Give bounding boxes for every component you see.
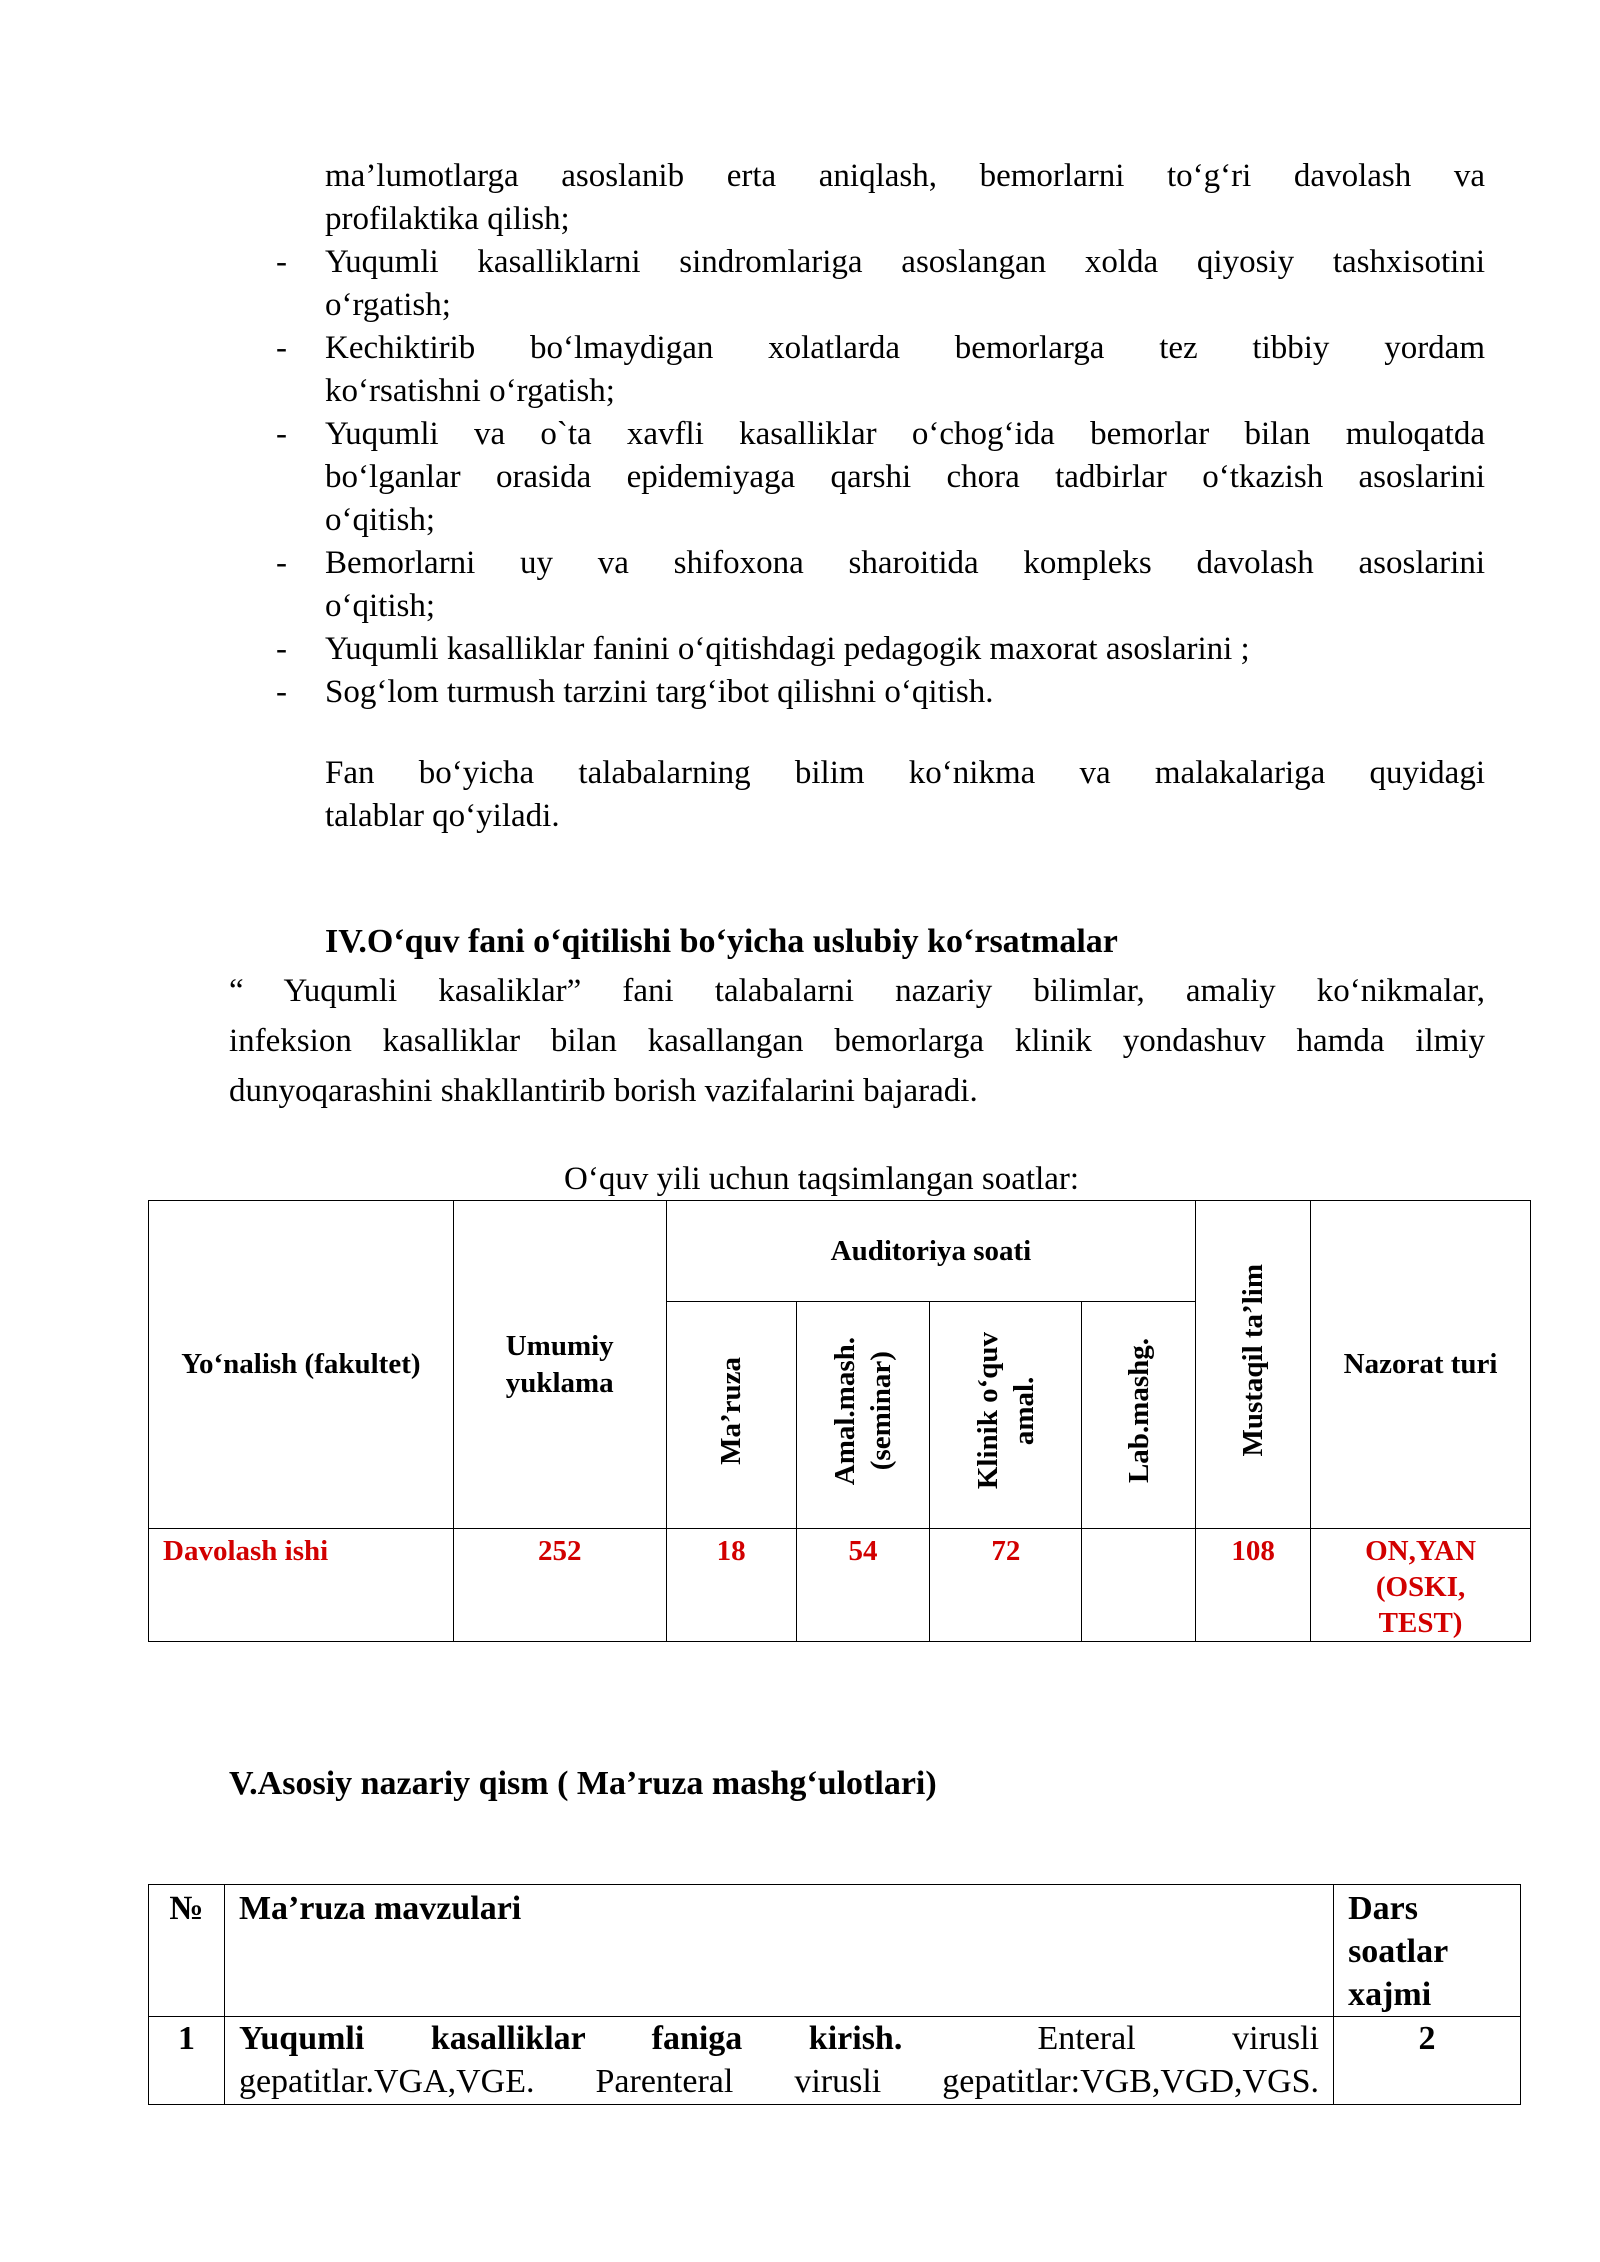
requirements-line-2: talablar qo‘yiladi. <box>325 798 560 834</box>
lecture-header-hours <box>1334 1885 1521 2017</box>
section-4-heading: IV.O‘quv fani o‘qitilishi bo‘yicha uslubiy ko‘rsatmalar <box>325 923 1118 960</box>
header-control: Nazorat turi <box>1311 1201 1531 1529</box>
row-practical: 54 <box>796 1529 930 1642</box>
header-faculty: Yo‘nalish (fakultet) <box>149 1201 454 1529</box>
row-total-load: 252 <box>453 1529 666 1642</box>
bullet-4-line-2: o‘qitish; <box>325 588 436 624</box>
bullet-dash: - <box>276 674 287 710</box>
row-control-line-2: (OSKI, <box>1375 1571 1466 1603</box>
row-lab <box>1082 1529 1196 1642</box>
header-clinical-label <box>970 1332 1042 1489</box>
bullet-1-line-2: o‘rgatish; <box>325 287 451 323</box>
bullet-dash: - <box>276 631 287 667</box>
bullet-1-line-1: Yuqumli kasalliklarni sindromlariga asoslangan xolda qiyosiy tashxisotini <box>325 244 1485 280</box>
bullet-dash: - <box>276 416 287 452</box>
hours-table <box>148 1200 1531 1642</box>
bullet-dash: - <box>276 330 287 366</box>
row-faculty: Davolash ishi <box>149 1529 454 1642</box>
bullet-3-line-1: Yuqumli va o`ta xavfli kasalliklar o‘chog‘ida bemorlar bilan muloqatda <box>325 416 1485 452</box>
header-total-load-label: Umumiy yuklama <box>505 1329 614 1399</box>
intro-line-2: profilaktika qilish; <box>325 201 570 237</box>
header-lecture <box>666 1302 796 1529</box>
bullet-5-line-1: Yuqumli kasalliklar fanini o‘qitishdagi pedagogik maxorat asoslarini ; <box>325 631 1250 667</box>
lecture-header-hours-line-1: Dars <box>1348 1890 1418 1927</box>
lecture-row-text-1: Enteral virusli <box>1037 2020 1320 2057</box>
bullet-dash: - <box>276 545 287 581</box>
lecture-header-topics: Ma’ruza mavzulari <box>224 1885 1333 2017</box>
bullet-3-line-2: bo‘lganlar orasida epidemiyaga qarshi chora tadbirlar o‘tkazish asoslarini <box>325 459 1485 495</box>
bullet-dash: - <box>276 244 287 280</box>
table-caption: O‘quv yili uchun taqsimlangan soatlar: <box>564 1161 1080 1197</box>
row-control-line-3: TEST) <box>1378 1607 1463 1639</box>
intro-line-1: ma’lumotlarga asoslanib erta aniqlash, bemorlarni to‘g‘ri davolash va <box>325 158 1485 194</box>
row-independent: 108 <box>1196 1529 1311 1642</box>
lecture-header-hours-line-2: soatlar <box>1348 1933 1449 1970</box>
row-lecture: 18 <box>666 1529 796 1642</box>
header-practical-label <box>827 1337 899 1485</box>
section-4-line-2: infeksion kasalliklar bilan kasallangan bemorlarga klinik yondashuv hamda ilmiy <box>229 1023 1485 1059</box>
lecture-header-number: № <box>149 1885 225 2017</box>
header-clinical-line-1: Klinik o‘quv <box>971 1332 1004 1490</box>
lecture-row-text-2: gepatitlar.VGA,VGE. Parenteral virusli gepatitlar:VGB,VGD,VGS. <box>238 2063 1320 2100</box>
bullet-3-line-3: o‘qitish; <box>325 502 436 538</box>
section-4-line-1: “ Yuqumli kasaliklar” fani talabalarni nazariy bilimlar, amaliy ko‘nikmalar, <box>229 973 1485 1009</box>
row-control <box>1311 1529 1531 1642</box>
header-lab <box>1082 1302 1196 1529</box>
header-lab-label: Lab.mashg. <box>1122 1338 1155 1484</box>
lecture-row <box>149 2017 1521 2105</box>
lecture-row-number: 1 <box>149 2017 225 2105</box>
header-auditorium: Auditoriya soati <box>666 1201 1196 1302</box>
header-practical-line-2: (seminar) <box>864 1351 897 1471</box>
lecture-row-hours: 2 <box>1334 2017 1521 2105</box>
header-independent-label: Mustaqil ta’lim <box>1237 1264 1270 1457</box>
header-total-load <box>453 1201 666 1529</box>
lecture-row-topic <box>224 2017 1333 2105</box>
header-independent <box>1196 1201 1311 1529</box>
header-clinical-line-2: amal. <box>1007 1376 1040 1446</box>
lecture-table <box>148 1884 1521 2105</box>
row-clinical: 72 <box>930 1529 1082 1642</box>
bullet-4-line-1: Bemorlarni uy va shifoxona sharoitida kompleks davolash asoslarini <box>325 545 1485 581</box>
row-control-line-1: ON,YAN <box>1365 1535 1477 1567</box>
bullet-2-line-1: Kechiktirib bo‘lmaydigan xolatlarda bemorlarga tez tibbiy yordam <box>325 330 1485 366</box>
bullet-2-line-2: ko‘rsatishni o‘rgatish; <box>325 373 615 409</box>
lecture-header-hours-line-3: xajmi <box>1348 1976 1432 2013</box>
bullet-6-line-1: Sog‘lom turmush tarzini targ‘ibot qilishni o‘qitish. <box>325 674 994 710</box>
header-clinical <box>930 1302 1082 1529</box>
requirements-line-1: Fan bo‘yicha talabalarning bilim ko‘nikma va malakalariga quyidagi <box>325 755 1485 791</box>
lecture-row-title: Yuqumli kasalliklar faniga kirish. <box>238 2020 903 2057</box>
section-5-heading: V.Asosiy nazariy qism ( Ma’ruza mashg‘ulotlari) <box>229 1765 937 1802</box>
header-practical <box>796 1302 930 1529</box>
section-4-line-3: dunyoqarashini shakllantirib borish vazifalarini bajaradi. <box>229 1073 978 1109</box>
header-practical-line-1: Amal.mash. <box>828 1336 861 1486</box>
header-lecture-label: Ma’ruza <box>715 1357 748 1465</box>
lecture-row-topic-line-1 <box>239 2017 1319 2060</box>
